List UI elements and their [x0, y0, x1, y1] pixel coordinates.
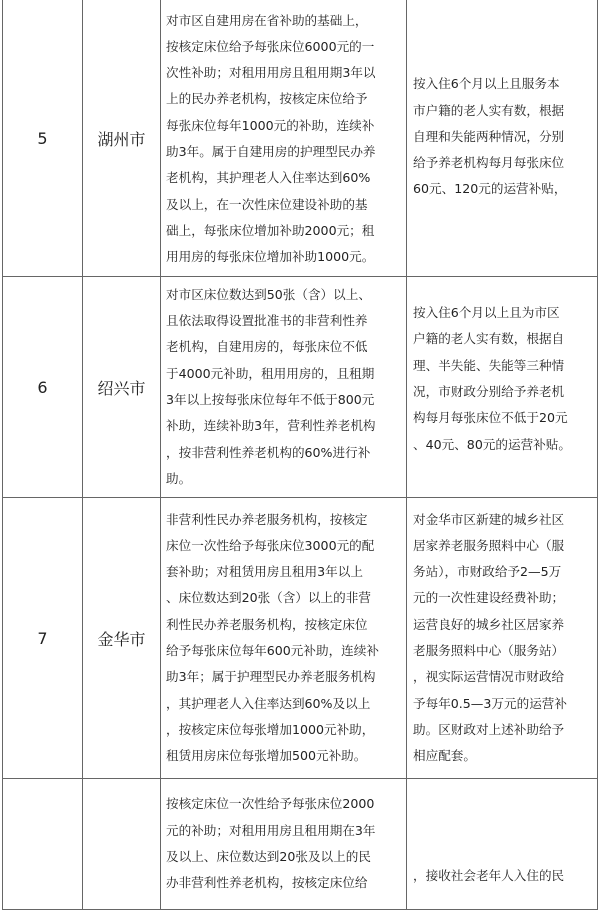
operation-subsidy-text: 按入住6个月以上且为市区 户籍的老人实有数，根据自 理、半失能、失能等三种情 况，市财政分别给予养老机 构每月每张床位不低于20元 、40元、80元的运营补贴。 — [413, 305, 571, 452]
construction-subsidy-text: 非营利性民办养老服务机构，按核定 床位一次性给予每张床位3000元的配 套补助；对租赁用房且租用3年以上 、床位数达到20张（含）以上的非营 利性民办养老服务机构，按核定床位 给予每张床位每年600元补助，连续补 助3年；属于护理型民办养老服务机构 ，其护理老人入住率达到60%及以上 ，按核定床位每张增加1000元补助， 租赁用房床位每张增加500元补助。 — [166, 511, 379, 764]
city-name: 湖州市 — [83, 0, 161, 277]
table-row — [3, 779, 598, 910]
construction-subsidy-cell — [161, 277, 407, 498]
table-row — [3, 498, 598, 779]
operation-subsidy-cell — [407, 0, 598, 277]
city-name: 绍兴市 — [83, 277, 161, 498]
operation-subsidy-cell — [407, 277, 598, 498]
row-number: 7 — [3, 498, 83, 779]
row-number — [3, 779, 83, 910]
subsidy-policy-table — [2, 0, 598, 910]
operation-subsidy-cell — [407, 498, 598, 779]
row-number: 6 — [3, 277, 83, 498]
city-name — [83, 779, 161, 910]
construction-subsidy-cell — [161, 779, 407, 910]
table-row — [3, 277, 598, 498]
row-number: 5 — [3, 0, 83, 277]
construction-subsidy-cell — [161, 498, 407, 779]
construction-subsidy-text: 对市区自建用房在省补助的基础上， 按核定床位给予每张床位6000元的一 次性补助；对租用用房且租用期3年以 上的民办养老机构，按核定床位给予 每张床位每年1000元的补助，连续补 助3年。属于自建用房的护理型民办养 老机构，其护理老人入住率达到60% 及以上，在一次性床位建设补助的基 础上，每张床位增加补助2000元；租 用用房的每张床位增加补助1000元。 — [166, 12, 376, 265]
operation-subsidy-text: 按入住6个月以上且服务本 市户籍的老人实有数，根据 自理和失能两种情况，分别 给予养老机构每月每张床位 60元、120元的运营补贴， — [413, 76, 567, 197]
construction-subsidy-text: 按核定床位一次性给予每张床位2000 元的补助；对租用用房且租用期在3年 及以上、床位数达到20张及以上的民 办非营利性养老机构，按核定床位给 — [166, 796, 376, 891]
construction-subsidy-cell — [161, 0, 407, 277]
construction-subsidy-text: 对市区床位数达到50张（含）以上、 且依法取得设置批准书的非营利性养 老机构，自建用房的，每张床位不低 于4000元补助，租用用房的，且租期 3年以上按每张床位每年不低于800元 补助，连续补助3年，营利性养老机构 ，按非营利性养老机构的60%进行补 助。 — [166, 286, 376, 486]
city-name: 金华市 — [83, 498, 161, 779]
operation-subsidy-text: ，接收社会老年人入住的民 — [413, 867, 565, 883]
operation-subsidy-text: 对金华市区新建的城乡社区 居家养老服务照料中心（服 务站），市财政给予2—5万 元的一次性建设经费补助； 运营良好的城乡社区居家养 老服务照料中心（服务站） ，视实际运营情况市财政给 予每年0.5—3万元的运营补 助。区财政对上述补助给予 相应配套。 — [413, 511, 567, 764]
operation-subsidy-cell — [407, 779, 598, 910]
table-row — [3, 0, 598, 277]
